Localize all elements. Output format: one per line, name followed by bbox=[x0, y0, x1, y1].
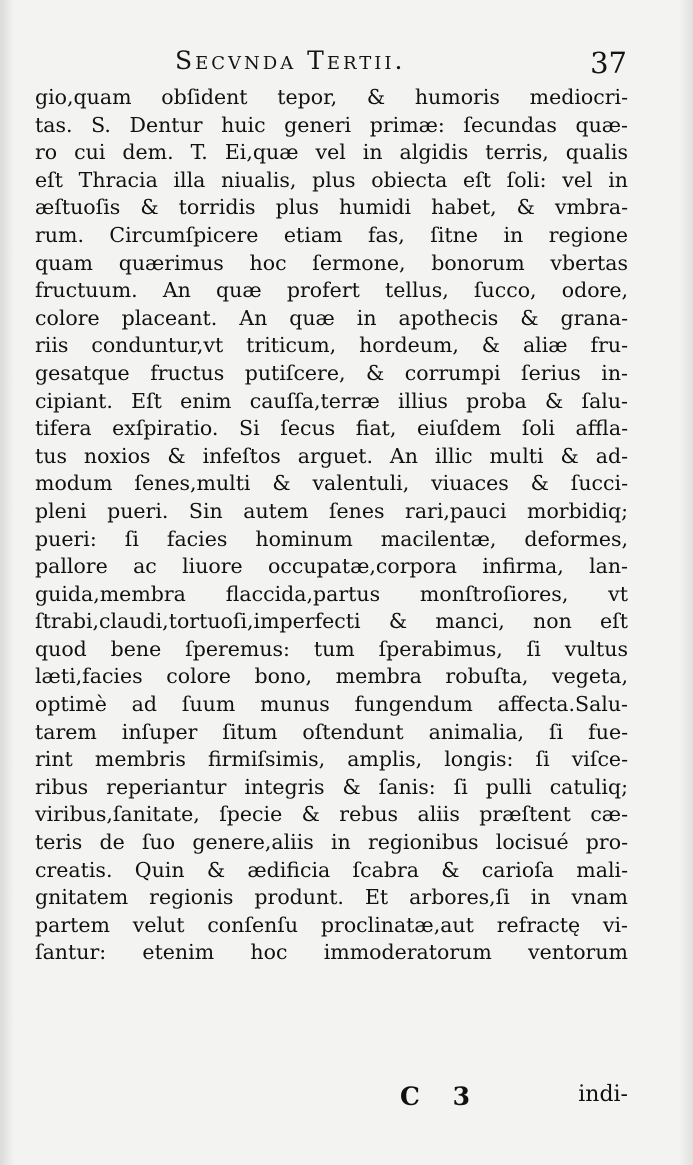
running-head: Secvnda Tertii. bbox=[175, 46, 406, 75]
text-line: æſtuoſis & torridis plus humidi habet, & vmbra- bbox=[35, 195, 628, 220]
text-line: cipiant. Eſt enim cauſſa,terræ illius proba & ſalu- bbox=[35, 388, 628, 413]
text-line: læti,facies colore bono, membra robuſta, vegeta, bbox=[35, 664, 628, 689]
text-line: colore placeant. An quæ in apothecis & grana- bbox=[35, 305, 628, 330]
text-line: creatis. Quin & ædificia ſcabra & carioſa mali- bbox=[35, 857, 628, 882]
signature-mark: C 3 bbox=[400, 1082, 482, 1111]
text-line: gesatque fructus putiſcere, & corrumpi ſerius in- bbox=[35, 360, 628, 385]
catchword: indi- bbox=[578, 1082, 628, 1107]
page-footer bbox=[35, 1082, 628, 1116]
text-line: quam quærimus hoc ſermone, bonorum vbertas bbox=[35, 250, 628, 275]
page-edge-shadow-right bbox=[679, 0, 693, 1165]
text-line: gnitatem regionis produnt. Et arbores,ſi in vnam bbox=[35, 885, 628, 910]
text-line: teris de ſuo genere,aliis in regionibus locisué pro- bbox=[35, 830, 628, 855]
text-line: fructuum. An quæ profert tellus, ſucco, odore, bbox=[35, 278, 628, 303]
text-line: rum. Circumſpicere etiam fas, ſitne in regione bbox=[35, 222, 628, 247]
text-line: ſantur: etenim hoc immoderatorum ventorum bbox=[35, 940, 628, 965]
text-line: ro cui dem. T. Ei,quæ vel in algidis terris, qualis bbox=[35, 140, 628, 165]
text-line: modum ſenes,multi & valentuli, viuaces & ſucci- bbox=[35, 471, 628, 496]
page-header bbox=[35, 44, 627, 84]
text-line: pleni pueri. Sin autem ſenes rari,pauci morbidiq; bbox=[35, 498, 628, 523]
text-line: riis conduntur,vt triticum, hordeum, & aliæ fru- bbox=[35, 333, 628, 358]
text-line: eſt Thracia illa niualis, plus obiecta eſt ſoli: vel in bbox=[35, 167, 628, 192]
text-line: pueri: ſi facies hominum macilentæ, deformes, bbox=[35, 526, 628, 551]
text-line: quod bene ſperemus: tum ſperabimus, ſi vultus bbox=[35, 636, 628, 661]
text-line: ſtrabi,claudi,tortuoſi,imperfecti & manci, non eſt bbox=[35, 609, 628, 634]
text-line: tus noxios & infeſtos arguet. An illic multi & ad- bbox=[35, 443, 628, 468]
text-line: gio,quam obſident tepor, & humoris mediocri- bbox=[35, 85, 628, 109]
text-line: pallore ac liuore occupatæ,corpora infirma, lan- bbox=[35, 554, 628, 579]
body-text bbox=[35, 84, 628, 967]
text-line: viribus,ſanitate, ſpecie & rebus aliis præſtent cæ- bbox=[35, 802, 628, 827]
text-line: partem velut conſenſu proclinatæ,aut refractę vi- bbox=[35, 912, 628, 937]
text-line: tarem inſuper ſitum oſtendunt animalia, ſi fue- bbox=[35, 719, 628, 744]
text-line: optimè ad ſuum munus fungendum affecta.Salu- bbox=[35, 692, 628, 717]
text-line: ribus reperiantur integris & ſanis: ſi pulli catuliq; bbox=[35, 774, 628, 799]
text-line: rint membris firmiſsimis, amplis, longis: ſi viſce- bbox=[35, 747, 628, 772]
text-line: guida,membra flaccida,partus monſtroſiores, vt bbox=[35, 581, 628, 606]
text-line: tas. S. Dentur huic generi primæ: ſecundas quæ- bbox=[35, 112, 628, 137]
page-edge-shadow-left bbox=[0, 0, 14, 1165]
text-line: tifera exſpiratio. Si ſecus fiat, eiuſdem ſoli affla- bbox=[35, 416, 628, 441]
page-number: 37 bbox=[590, 46, 627, 80]
